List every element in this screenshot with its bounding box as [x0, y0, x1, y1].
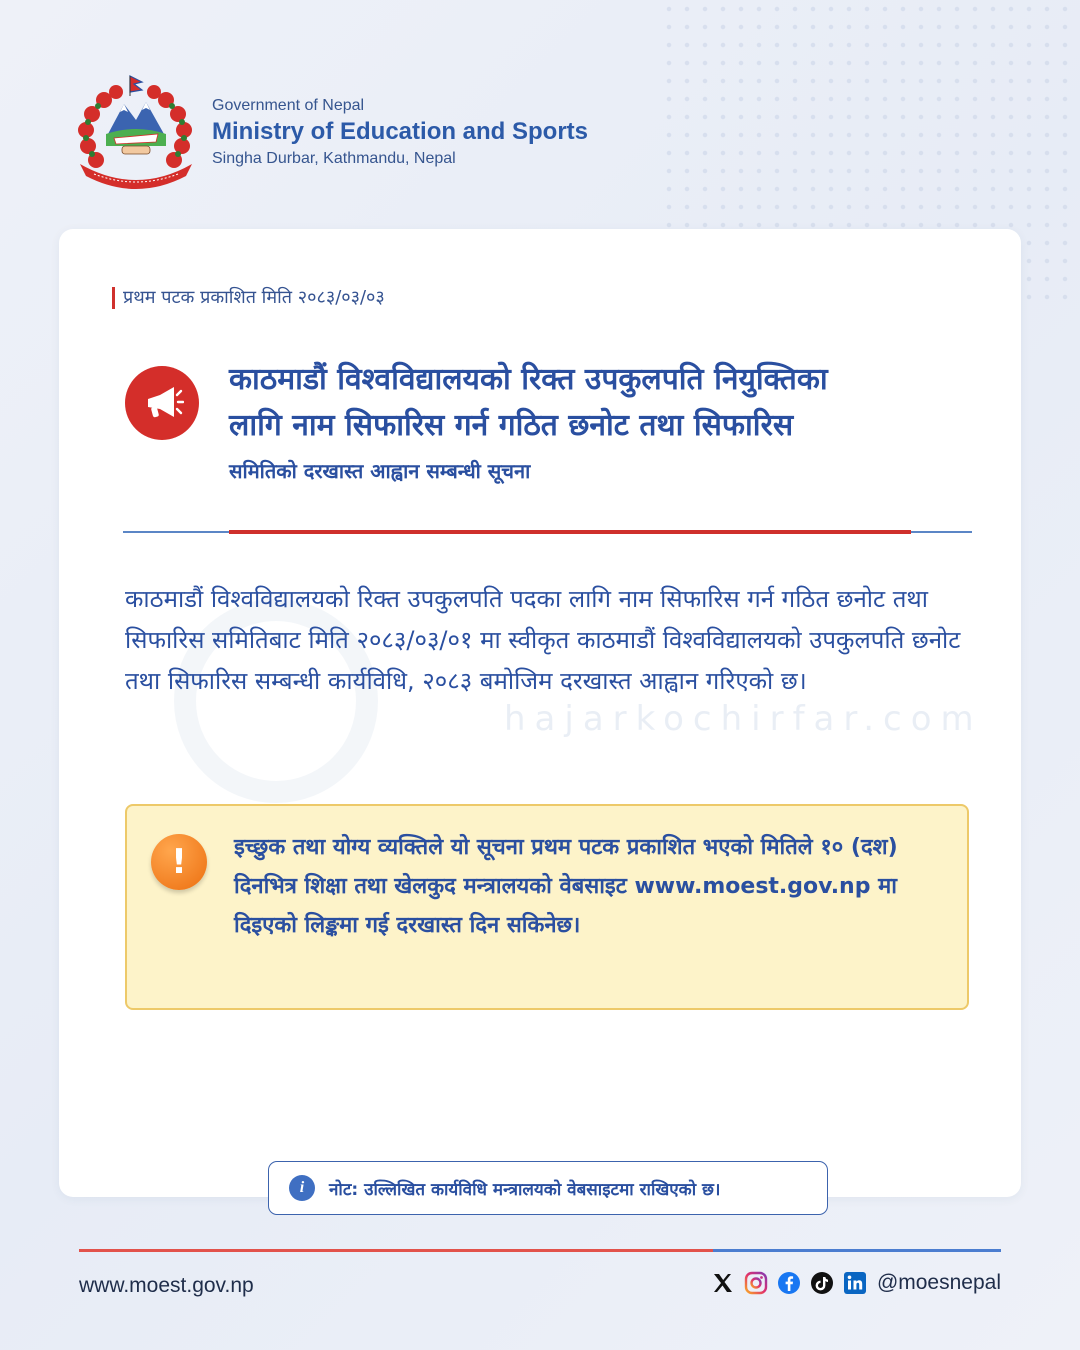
- footer-website-link[interactable]: www.moest.gov.np: [79, 1274, 254, 1297]
- linkedin-icon[interactable]: [842, 1270, 868, 1296]
- published-date: प्रथम पटक प्रकाशित मिति २०८३/०३/०३: [112, 287, 385, 309]
- social-links: [703, 1270, 1001, 1296]
- tiktok-icon[interactable]: [809, 1270, 835, 1296]
- info-icon: i: [289, 1175, 315, 1201]
- megaphone-icon: [125, 366, 199, 440]
- notice-title-line-2: लागि नाम सिफारिस गर्न गठित छनोट तथा सिफारिस: [229, 408, 794, 443]
- watermark-text: hajarkochirfar.com: [504, 699, 983, 739]
- nepal-emblem-icon: [74, 72, 198, 192]
- facebook-icon[interactable]: [776, 1270, 802, 1296]
- divider-accent: [229, 530, 911, 534]
- important-notice-text: इच्छुक तथा योग्य व्यक्तिले यो सूचना प्रथम पटक प्रकाशित भएको मितिले १० (दश) दिनभित्र शिक्षा तथा खेलकुद मन्त्रालयको वेबसाइट www.moest.gov.np मा दिइएको लिङ्कमा गई दरखास्त दिन सकिनेछ।: [234, 835, 898, 938]
- social-handle[interactable]: @moesnepal: [876, 1271, 1001, 1294]
- footer-divider-blue: [713, 1249, 1001, 1252]
- note-text: नोट: उल्लिखित कार्यविधि मन्त्रालयको वेबसाइटमा राखिएको छ।: [329, 1179, 721, 1200]
- notice-body: काठमाडौं विश्वविद्यालयको रिक्त उपकुलपति पदका लागि नाम सिफारिस गर्न गठित छनोट तथा सिफारिस समितिबाट मिति २०८३/०३/०१ मा स्वीकृत काठमाडौं विश्वविद्यालयको उपकुलपति छनोट तथा सिफारिस सम्बन्धी कार्यविधि, २०८३ बमोजिम दरखास्त आह्वान गरिएको छ।: [125, 585, 961, 695]
- important-notice-box: [125, 804, 969, 1010]
- notice-title-line-1: काठमाडौं विश्वविद्यालयको रिक्त उपकुलपति नियुक्तिका: [229, 362, 828, 397]
- notice-title: [229, 357, 969, 449]
- ministry-name: Ministry of Education and Sports: [212, 117, 589, 145]
- header: [74, 72, 588, 192]
- x-icon[interactable]: [710, 1270, 736, 1296]
- note-box: [268, 1161, 828, 1215]
- footer-divider-red: [79, 1249, 713, 1252]
- instagram-icon[interactable]: [743, 1270, 769, 1296]
- exclamation-icon: !: [151, 834, 207, 890]
- notice-subtitle: समितिको दरखास्त आह्वान सम्बन्धी सूचना: [229, 459, 531, 483]
- ministry-address: Singha Durbar, Kathmandu, Nepal: [212, 149, 456, 167]
- notice-card: [59, 229, 1021, 1197]
- government-label: Government of Nepal: [212, 96, 365, 114]
- organization-info: [212, 97, 588, 168]
